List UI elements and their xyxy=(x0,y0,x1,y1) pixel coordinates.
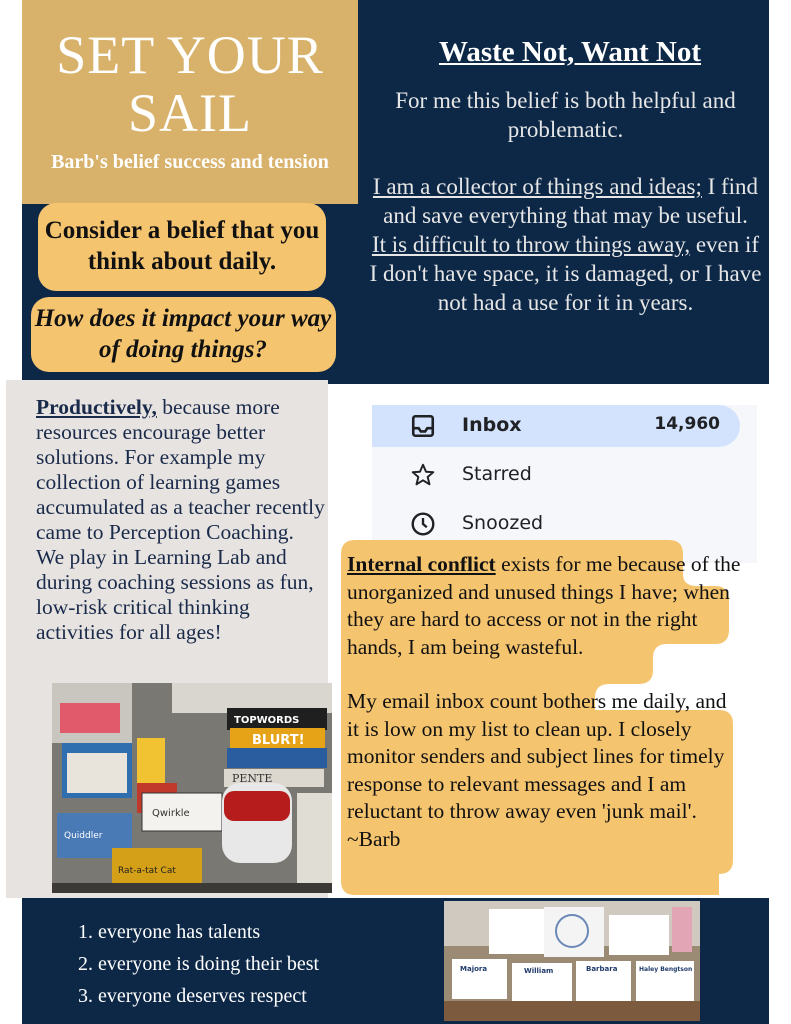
conflict-rest: exists for me because of the unorganized and unused things I have; when they are hard to access or not in the right hands, I am being wasteful. xyxy=(347,552,741,659)
games-label-ratatat: Rat-a-tat Cat xyxy=(118,866,176,876)
inbox-label: Inbox xyxy=(462,414,522,436)
belief-heading: Waste Not, Want Not xyxy=(438,36,702,68)
belief-difficult xyxy=(368,230,763,317)
productive-lead: Productively, xyxy=(36,395,157,419)
inbox-row-starred[interactable] xyxy=(372,454,757,496)
beliefs-list xyxy=(78,916,319,1012)
board-label-barbara: Barbara xyxy=(586,965,618,973)
conflict-paragraph-2: My email inbox count bothers me daily, and it is low on my list to clean up. I closely monitor senders and subject lines for timely response to relevant messages and I am reluctant to throw away even 'junk mail'. ~Barb xyxy=(347,689,727,851)
belief-body xyxy=(368,86,763,317)
productive-text xyxy=(36,395,326,645)
inbox-icon xyxy=(410,413,436,439)
games-label-qwirkle: Qwirkle xyxy=(152,808,190,819)
star-icon xyxy=(410,462,436,488)
inbox-count: 14,960 xyxy=(654,414,720,434)
games-photo xyxy=(52,683,332,893)
belief-item-2: 2. everyone is doing their best xyxy=(78,953,320,975)
starred-label: Starred xyxy=(462,463,532,485)
board-photo xyxy=(444,901,700,1021)
belief-collector xyxy=(368,172,763,230)
board-label-haley: Haley Bengtson xyxy=(639,966,693,973)
collector-rest: I find and save everything that may be useful. xyxy=(383,174,759,228)
prompt-text: Consider a belief that you think about daily. xyxy=(44,217,320,275)
belief-item-3: 3. everyone deserves respect xyxy=(78,985,307,1007)
collector-underlined: I am a collector of things and ideas; xyxy=(372,174,702,199)
page-title: SET YOUR SAIL xyxy=(56,25,324,143)
poster-board-illustration xyxy=(444,901,700,1021)
page-subtitle: Barb's belief success and tension xyxy=(51,151,329,173)
board-label-william: William xyxy=(524,967,554,975)
games-shelf-illustration xyxy=(52,683,332,893)
prompt-question: How does it impact your way of doing things? xyxy=(34,305,332,363)
productive-rest: because more resources encourage better solutions. For example my collection of learning games accumulated as a teacher recently came to Perception Coaching. We play in Learning Lab and during coaching sessions as fun, low-risk critical thinking activities for all ages! xyxy=(36,395,325,644)
games-label-quiddler: Quiddler xyxy=(64,831,103,841)
snoozed-label: Snoozed xyxy=(462,512,544,534)
conflict-text xyxy=(347,551,742,853)
clock-icon xyxy=(410,511,436,537)
conflict-lead: Internal conflict xyxy=(347,552,496,576)
difficult-rest: even if I don't have space, it is damaged, or I have not had a use for it in years. xyxy=(369,232,762,315)
difficult-underlined: It is difficult to throw things away, xyxy=(371,232,691,257)
games-label-pente: PENTE xyxy=(232,772,273,785)
games-label-topwords: TOPWORDS xyxy=(234,715,300,726)
belief-item-1: 1. everyone has talents xyxy=(78,921,261,943)
board-label-majora: Majora xyxy=(460,965,488,973)
conflict-paragraph-1 xyxy=(347,551,742,661)
inbox-row-inbox[interactable] xyxy=(372,405,740,447)
belief-intro: For me this belief is both helpful and problematic. xyxy=(395,88,736,142)
games-label-blurt: BLURT! xyxy=(252,733,305,748)
inbox-row-snoozed[interactable] xyxy=(372,503,757,545)
